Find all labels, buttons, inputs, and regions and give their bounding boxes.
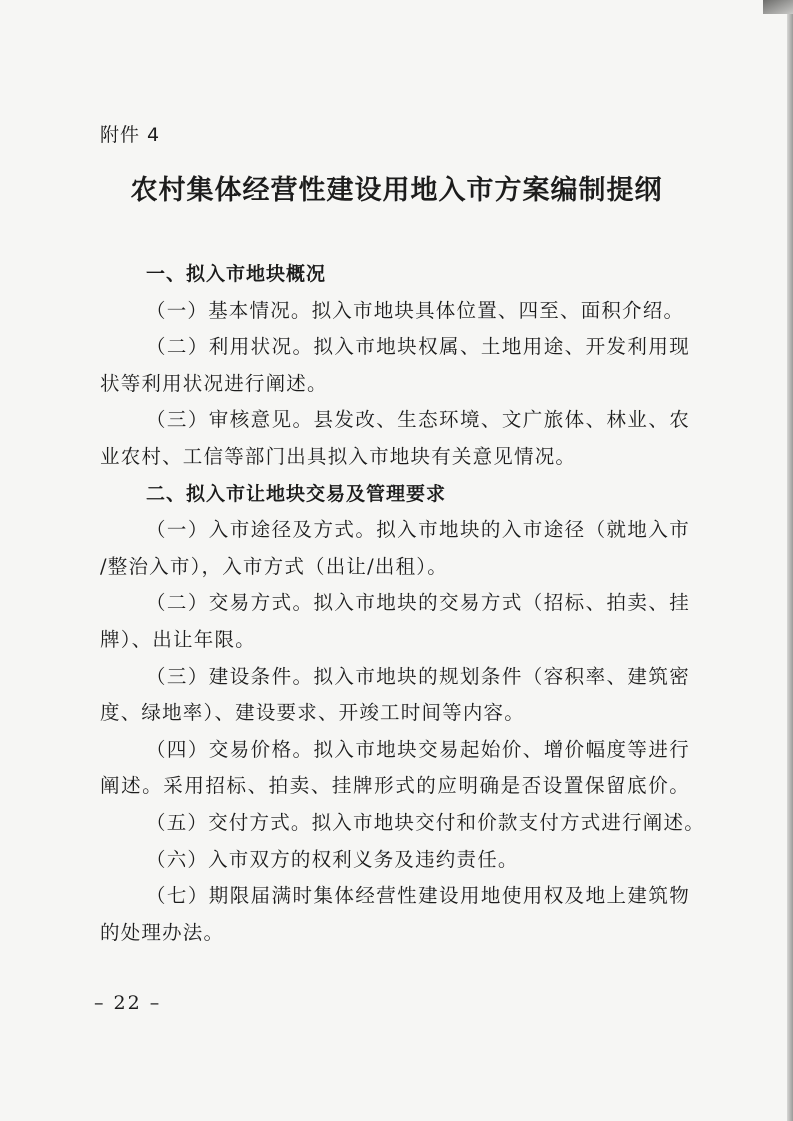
paragraph-line: 业农村、工信等部门出具拟入市地块有关意见情况。 <box>100 444 577 468</box>
document-body <box>100 256 705 951</box>
paragraph-line: （四）交易价格。拟入市地块交易起始价、增价幅度等进行 <box>146 737 690 761</box>
paragraph-line: （一）入市途径及方式。拟入市地块的入市途径（就地入市 <box>146 518 690 542</box>
paragraph-line: （五）交付方式。拟入市地块交付和价款支付方式进行阐述。 <box>146 810 705 834</box>
paragraph-line: 状等利用状况进行阐述。 <box>100 371 328 395</box>
paragraph-line: （二）交易方式。拟入市地块的交易方式（招标、拍卖、挂 <box>146 591 690 615</box>
paragraph-line: 的处理办法。 <box>100 920 225 944</box>
page-edge-shadow <box>787 0 793 1121</box>
scan-corner-mark <box>763 0 793 14</box>
paragraph-line: 牌）、出让年限。 <box>100 627 256 651</box>
paragraph-line: （二）利用状况。拟入市地块权属、土地用途、开发利用现 <box>146 335 690 359</box>
paragraph-line: （三）建设条件。拟入市地块的规划条件（容积率、建筑密 <box>146 664 690 688</box>
paragraph-line: /整治入市），入市方式（出让/出租）。 <box>100 554 448 578</box>
page-number: – 22 – <box>94 992 162 1014</box>
section-heading: 一、拟入市地块概况 <box>146 263 327 285</box>
paragraph-line: 阐述。采用招标、拍卖、挂牌形式的应明确是否设置保留底价。 <box>100 774 690 798</box>
attachment-label: 附件 4 <box>100 124 161 146</box>
paragraph-line: （一）基本情况。拟入市地块具体位置、四至、面积介绍。 <box>146 298 685 322</box>
section-heading: 二、拟入市让地块交易及管理要求 <box>146 482 447 505</box>
paragraph-line: （六）入市双方的权利义务及违约责任。 <box>146 847 519 871</box>
paragraph-line: 度、绿地率）、建设要求、开竣工时间等内容。 <box>100 701 525 725</box>
paragraph-line: （三）审核意见。县发改、生态环境、文广旅体、林业、农 <box>146 408 690 432</box>
page-title: 农村集体经营性建设用地入市方案编制提纲 <box>130 175 663 206</box>
paragraph-line: （七）期限届满时集体经营性建设用地使用权及地上建筑物 <box>146 884 690 908</box>
